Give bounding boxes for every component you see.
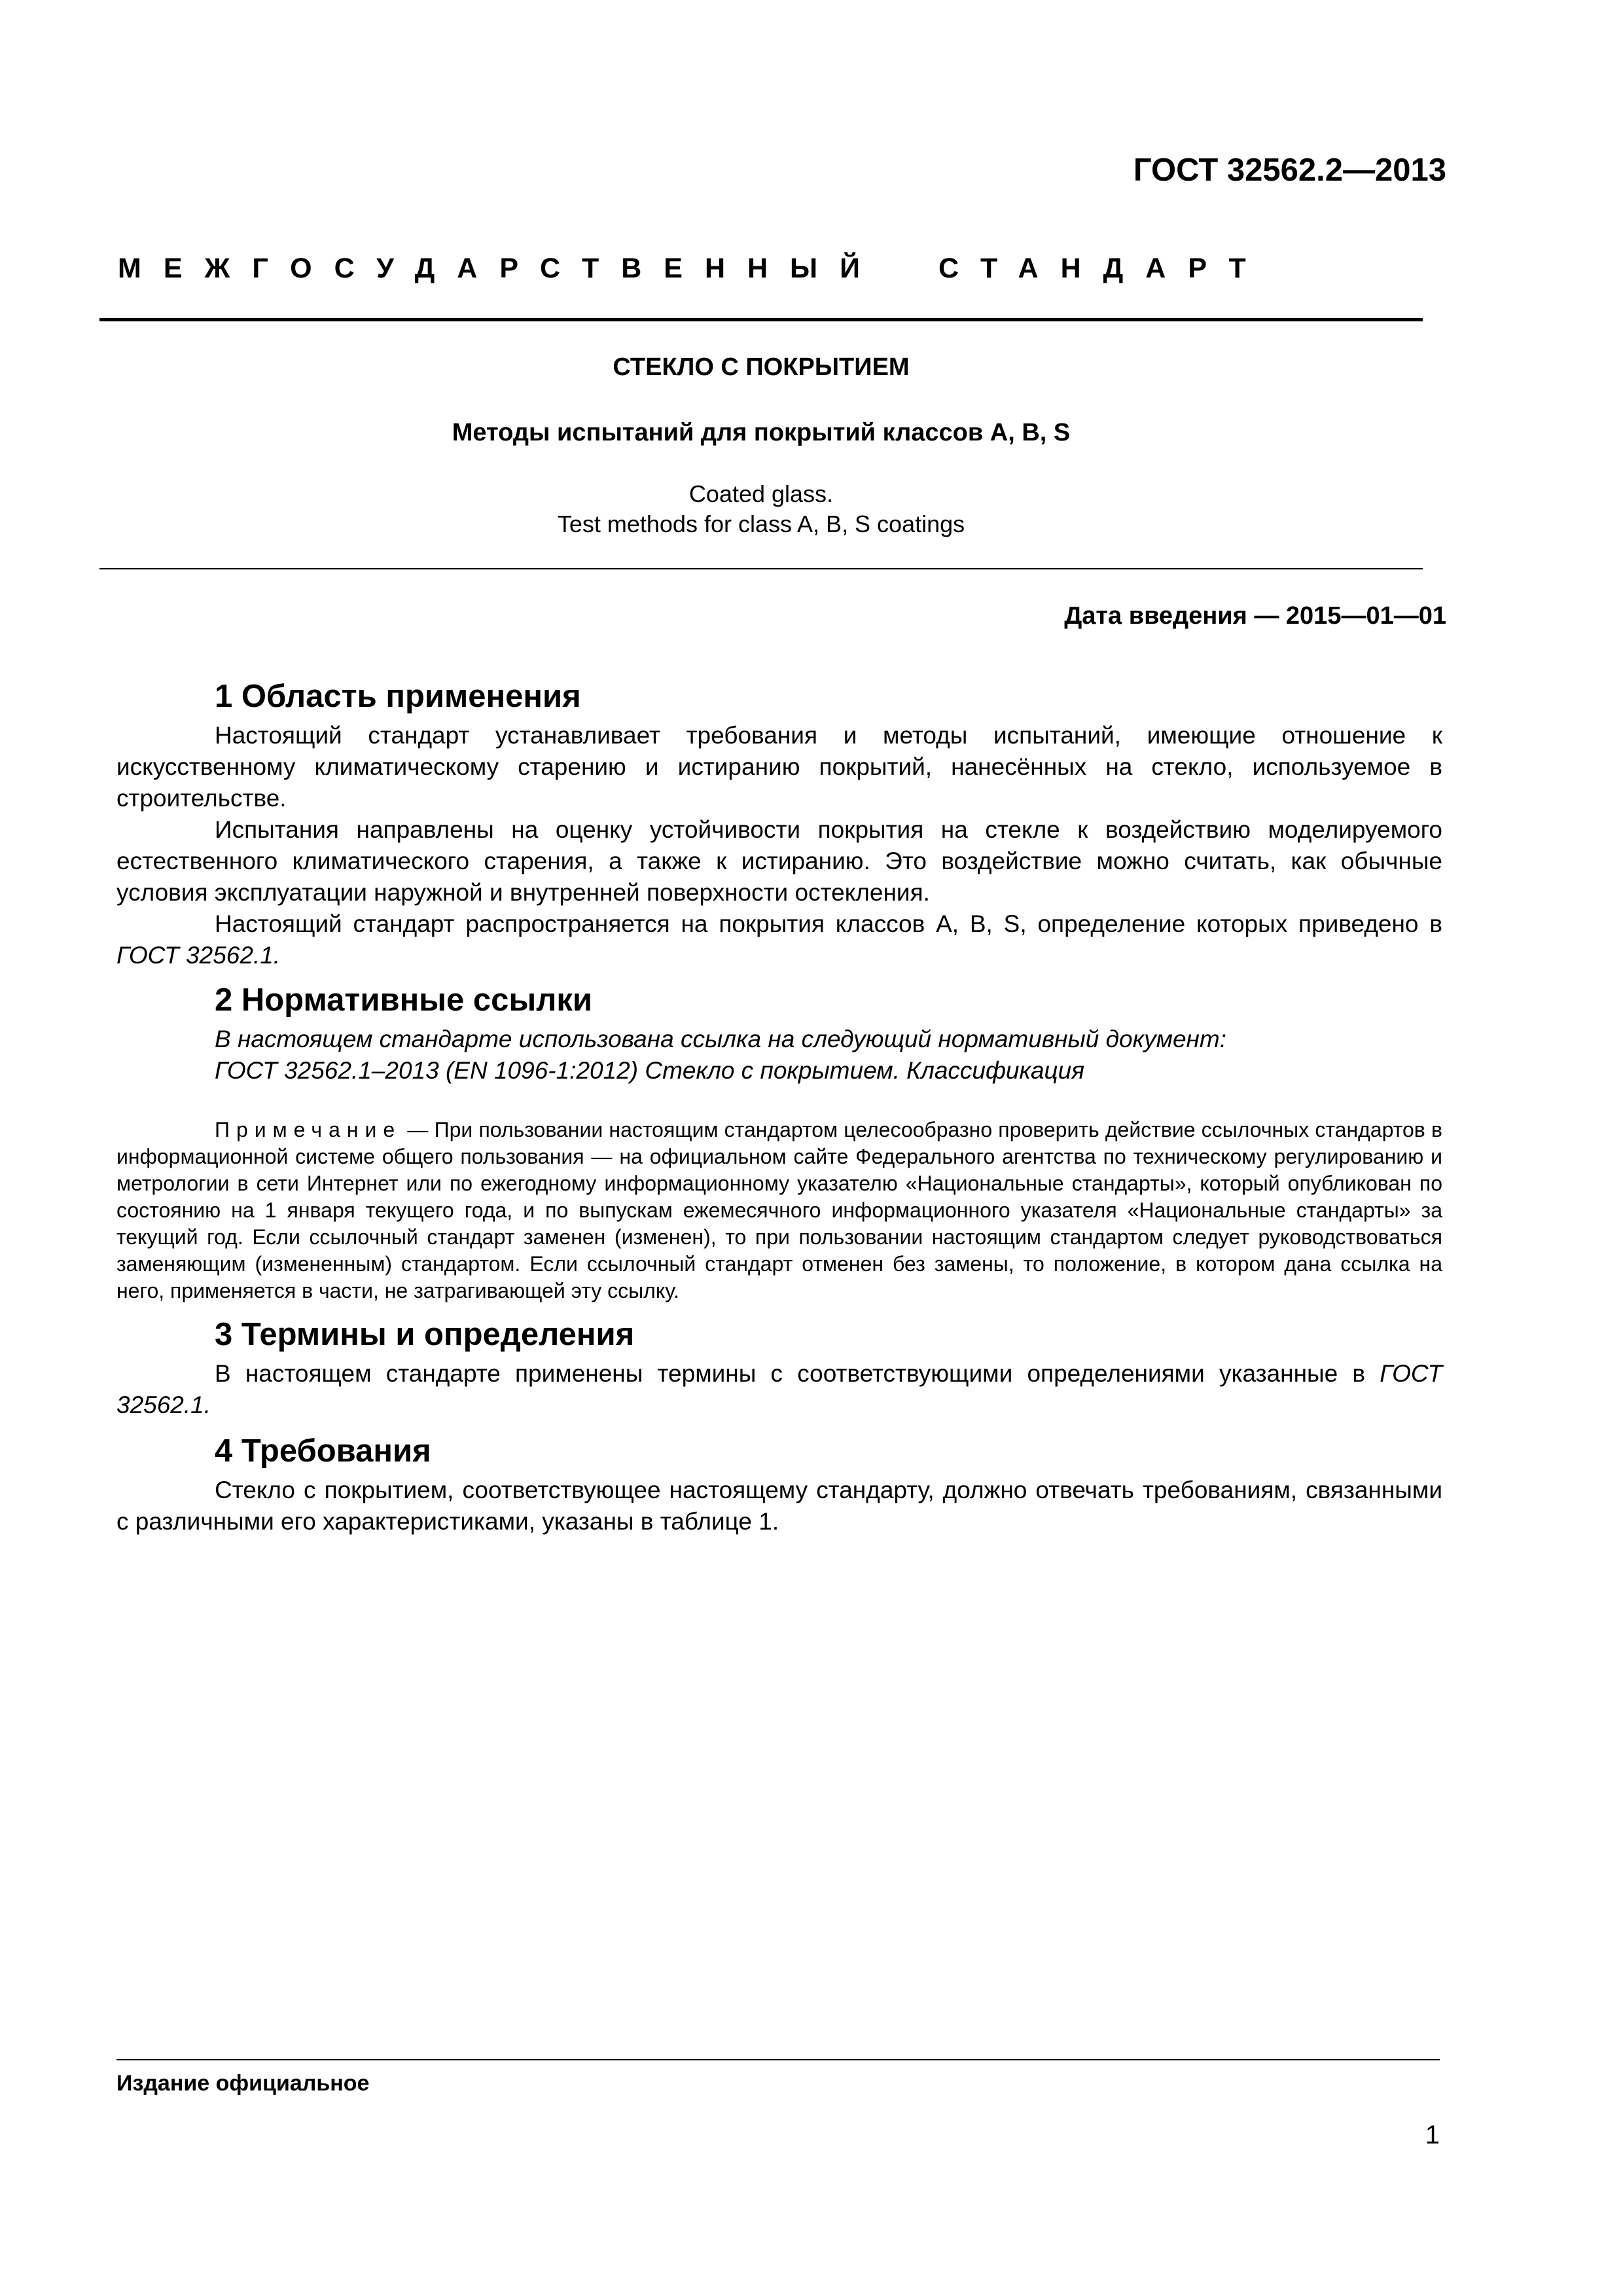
standard-reference: ГОСТ 32562.1.: [116, 1360, 1442, 1418]
paragraph-text: Настоящий стандарт распространяется на покрытия классов А, В, S, определение которых приведено в: [215, 910, 1442, 937]
section-normative-references: [116, 977, 1442, 1304]
document-subtitle: Методы испытаний для покрытий классов А, В, S: [452, 419, 1071, 446]
paragraph: [116, 908, 1442, 971]
section-heading: 1 Область применения: [215, 679, 581, 714]
reference-item: ГОСТ 32562.1–2013 (EN 1096-1:2012) Стекло с покрытием. Классификация: [215, 1057, 1085, 1084]
english-title-line2: Test methods for class A, B, S coatings: [557, 511, 965, 537]
interstate-standard-label: МЕЖГОСУДАРСТВЕННЫЙ СТАНДАРТ: [118, 253, 1268, 284]
header-rule: [99, 318, 1423, 321]
note-text: — При пользовании настоящим стандартом целесообразно проверить действие ссылочных стандартов в информационной системе общего пользования — на официальном сайте Федерального агентства по техническому регулированию и метрологии в сети Интернет или по ежегодному информационному указателю «Национальные стандарты», который опубликован по состоянию на 1 января текущего года, и по выпускам ежемесячного информационного указателя «Национальные стандарты» за текущий год. Если ссылочный стандарт заменен (изменен), то при пользовании настоящим стандартом следует руководствоваться заменяющим (измененным) стандартом. Если ссылочный стандарт отменен без замены, то положение, в котором дана ссылка на него, применяется в части, не затрагивающей эту ссылку.: [116, 1118, 1442, 1302]
paragraph: [116, 1358, 1442, 1421]
english-title-line1: Coated glass.: [688, 480, 834, 507]
paragraph: Испытания направлены на оценку устойчивости покрытия на стекле к воздействию моделируемого естественного климатического старения, а также к истиранию. Это воздействие можно считать, как обычные условия эксплуатации наружной и внутренней поверхности остекления.: [116, 816, 1442, 906]
paragraph: Настоящий стандарт устанавливает требования и методы испытаний, имеющие отношение к искусственному климатическому старению и истиранию покрытий, нанесённых на стекло, используемое в строительстве.: [116, 722, 1442, 812]
title-rule: [99, 568, 1423, 569]
note: [116, 1117, 1442, 1304]
document-title: СТЕКЛО С ПОКРЫТИЕМ: [613, 353, 910, 381]
standard-reference: ГОСТ 32562.1.: [116, 942, 281, 969]
standard-code: ГОСТ 32562.2—2013: [1133, 152, 1446, 188]
footer-rule: [116, 2059, 1440, 2060]
official-edition-label: Издание официальное: [116, 2071, 370, 2096]
introduction-date: Дата введения — 2015—01—01: [1064, 602, 1446, 630]
paragraph: Стекло с покрытием, соответствующее настоящему стандарту, должно отвечать требованиям, связанными с различными его характеристиками, указаны в таблице 1.: [116, 1477, 1442, 1535]
page-number: 1: [1425, 2121, 1440, 2149]
section-terms: [116, 1311, 1442, 1421]
note-label: Примечание: [215, 1118, 402, 1141]
english-title: [99, 479, 1423, 539]
section-scope: [116, 673, 1442, 971]
section-heading: 4 Требования: [215, 1433, 431, 1469]
section-requirements: [116, 1427, 1442, 1537]
paragraph-text: В настоящем стандарте применены термины с соответствующими определениями указанные в: [215, 1360, 1380, 1387]
references-intro: В настоящем стандарте использована ссылка на следующий нормативный документ:: [215, 1026, 1226, 1052]
section-heading: 3 Термины и определения: [215, 1317, 635, 1352]
section-heading: 2 Нормативные ссылки: [215, 982, 592, 1018]
document-body: [116, 673, 1442, 1537]
